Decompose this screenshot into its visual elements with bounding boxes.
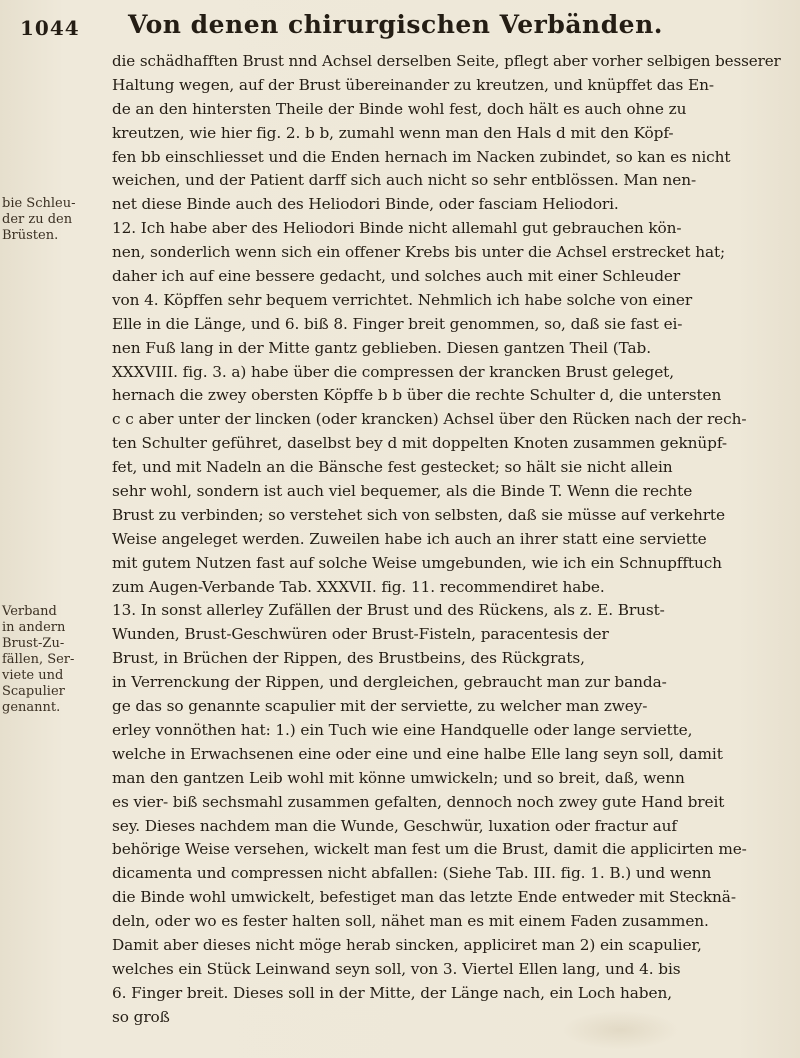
text-line: 13. In sonst allerley Zufällen der Brust und des Rückens, als z. E. Brust- xyxy=(112,601,665,620)
text-line: hernach die zwey obersten Köpffe b b über die rechte Schulter d, die untersten xyxy=(112,386,722,405)
paper-stain xyxy=(560,1010,680,1050)
text-line: net diese Binde auch des Heliodori Binde, oder fasciam Heliodori. xyxy=(112,195,619,214)
margin-note-line: genannt. xyxy=(2,700,61,715)
text-line: Brust zu verbinden; so verstehet sich von selbsten, daß sie müsse auf verkehrte xyxy=(112,505,725,524)
running-title: Von denen chirurgischen Verbänden. xyxy=(128,10,663,39)
body-text xyxy=(112,50,788,1030)
text-line: behörige Weise versehen, wickelt man fest um die Brust, damit die applicirten me- xyxy=(112,840,747,859)
margin-note-line: Scapulier xyxy=(2,684,65,699)
text-line: daher ich auf eine bessere gedacht, und solches auch mit einer Schleuder xyxy=(112,267,681,286)
text-line: ge das so genannte scapulier mit der serviette, zu welcher man zwey- xyxy=(112,697,648,716)
margin-note-line: viete und xyxy=(2,668,64,683)
margin-note-scapulier xyxy=(2,604,75,716)
text-line: die schädhafften Brust nnd Achsel derselben Seite, pflegt aber vorher selbigen besserer xyxy=(112,52,781,70)
text-line: sehr wohl, sondern ist auch viel bequemer, als die Binde T. Wenn die rechte xyxy=(112,482,693,501)
text-line: ten Schulter geführet, daselbst bey d mit doppelten Knoten zusammen geknüpf- xyxy=(112,434,727,453)
margin-note-line: Brüsten. xyxy=(2,228,59,243)
text-line: von 4. Köpffen sehr bequem verrichtet. Nehmlich ich habe solche von einer xyxy=(112,290,693,309)
text-line: weichen, und der Patient darff sich auch nicht so sehr entblössen. Man nen- xyxy=(112,171,697,190)
text-line: XXXVIII. fig. 3. a) habe über die compressen der krancken Brust geleget, xyxy=(112,362,674,381)
text-line: Wunden, Brust-Geschwüren oder Brust-Fisteln, paracentesis der xyxy=(112,625,609,644)
text-line: Elle in die Länge, und 6. biß 8. Finger breit genommen, so, daß sie fast ei- xyxy=(112,314,683,333)
text-line: Weise angeleget werden. Zuweilen habe ich auch an ihrer statt eine serviette xyxy=(112,529,707,548)
text-line: kreutzen, wie hier fig. 2. b b, zumahl wenn man den Hals d mit den Köpf- xyxy=(112,123,674,142)
text-line: welche in Erwachsenen eine oder eine und eine halbe Elle lang seyn soll, damit xyxy=(112,744,723,763)
margin-note-line: in andern xyxy=(2,620,66,635)
text-line: Brust, in Brüchen der Rippen, des Brustbeins, des Rückgrats, xyxy=(112,649,585,668)
text-line: fet, und mit Nadeln an die Bänsche fest gestecket; so hält sie nicht allein xyxy=(112,458,673,477)
page-header xyxy=(16,6,786,46)
text-line: nen Fuß lang in der Mitte gantz geblieben. Diesen gantzen Theil (Tab. xyxy=(112,338,651,357)
text-line: welches ein Stück Leinwand seyn soll, von 3. Viertel Ellen lang, und 4. bis xyxy=(112,959,681,978)
text-line: die Binde wohl umwickelt, befestiget man das letzte Ende entweder mit Stecknä- xyxy=(112,888,736,907)
text-line: sey. Dieses nachdem man die Wunde, Geschwür, luxation oder fractur auf xyxy=(112,816,677,835)
text-line: 6. Finger breit. Dieses soll in der Mitte, der Länge nach, ein Loch haben, xyxy=(112,983,672,1002)
text-line: in Verrenckung der Rippen, und dergleichen, gebraucht man zur banda- xyxy=(112,673,667,692)
text-line: es vier- biß sechsmahl zusammen gefalten, dennoch noch zwey gute Hand breit xyxy=(112,792,725,811)
margin-note-line: bie Schleu- xyxy=(2,196,76,211)
text-line: nen, sonderlich wenn sich ein offener Krebs bis unter die Achsel erstrecket hat; xyxy=(112,243,726,262)
text-line: 12. Ich habe aber des Heliodori Binde nicht allemahl gut gebrauchen kön- xyxy=(112,219,682,238)
margin-note-line: Brust-Zu- xyxy=(2,636,65,651)
text-line: fen bb einschliesset und die Enden hernach im Nacken zubindet, so kan es nicht xyxy=(112,147,731,166)
text-line: erley vonnöthen hat: 1.) ein Tuch wie eine Handquelle oder lange serviette, xyxy=(112,720,693,739)
margin-note-schleuder xyxy=(2,196,76,244)
text-line: c c aber unter der lincken (oder krancken) Achsel über den Rücken nach der rech- xyxy=(112,410,747,429)
text-line: Damit aber dieses nicht möge herab sincken, appliciret man 2) ein scapulier, xyxy=(112,935,702,954)
text-line: Haltung wegen, auf der Brust übereinander zu kreutzen, und knüpffet das En- xyxy=(112,75,714,94)
text-line: dicamenta und compressen nicht abfallen: (Siehe Tab. III. fig. 1. B.) und wenn xyxy=(112,864,712,883)
text-line: mit gutem Nutzen fast auf solche Weise umgebunden, wie ich ein Schnupfftuch xyxy=(112,553,722,572)
text-line: so groß xyxy=(112,1007,170,1026)
margin-note-line: fällen, Ser- xyxy=(2,652,75,667)
text-line: deln, oder wo es fester halten soll, nähet man es mit einem Faden zusammen. xyxy=(112,912,709,931)
text-line: de an den hintersten Theile der Binde wohl fest, doch hält es auch ohne zu xyxy=(112,99,687,118)
margin-note-line: der zu den xyxy=(2,212,73,227)
text-line: zum Augen-Verbande Tab. XXXVII. fig. 11. recommendiret habe. xyxy=(112,577,605,596)
margin-note-line: Verband xyxy=(2,604,57,619)
text-line: man den gantzen Leib wohl mit könne umwickeln; und so breit, daß, wenn xyxy=(112,768,685,787)
page-number: 1044 xyxy=(20,16,80,40)
